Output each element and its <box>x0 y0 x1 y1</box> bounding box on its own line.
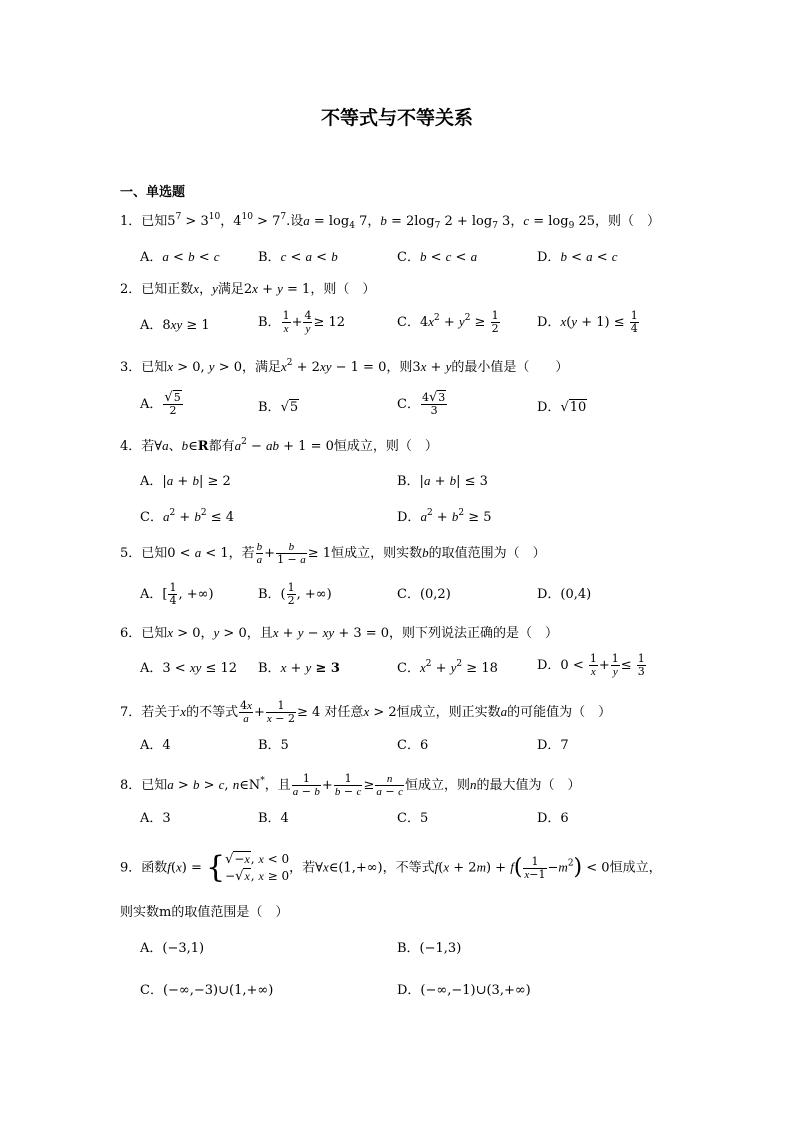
q8-option-d[interactable]: D．6 <box>537 811 569 826</box>
q1-option-a[interactable]: A．a < b < c <box>140 249 220 265</box>
q4-option-b[interactable]: B．|a + b| ≤ 3 <box>397 473 488 489</box>
q3-option-a[interactable]: A． $\frac{√5}{2}$ <box>140 390 181 417</box>
q8-option-c[interactable]: C．5 <box>397 811 429 826</box>
question-3: 3．已知x > 0, y > 0，满足$x^2 + 2xy - 1 = 0$，则3x + y的最小值是（ ） <box>120 358 569 375</box>
question-8: 8．已知a > b > c, n∈N*，且 $\frac{1}{a - b}$ + $\frac{1}{b - c}$ ≥ $\frac{n}{a - c}$ 恒成立，则n的最大值为（ ） <box>120 772 581 798</box>
q6-option-d[interactable]: D．0 < $\frac{1}{x}$ + $\frac{1}{y}$ ≤ $\frac{1}{3}$ <box>537 652 645 678</box>
q5-option-b[interactable]: B．( $\frac{1}{2}$ , +∞) <box>258 581 332 607</box>
q2-option-b[interactable]: B． $\frac{1}{x}$ + $\frac{4}{y}$ ≥ 12 <box>258 309 346 335</box>
q8-option-b[interactable]: B．4 <box>258 811 289 826</box>
section-heading: 一、单选题 <box>120 185 186 200</box>
q1-option-d[interactable]: D．b < a < c <box>537 249 618 265</box>
q8-option-a[interactable]: A．3 <box>140 811 171 826</box>
q7-option-d[interactable]: D．7 <box>537 738 569 753</box>
question-7: 7．若关于x的不等式 $\frac{4x}{a}$ + $\frac{1}{x - 2}$ ≥ 4 对任意x > 2恒成立，则正实数a的可能值为（ ） <box>120 699 612 725</box>
question-2: 2．已知正数x，y满足2x + y = 1，则（ ） <box>120 281 376 297</box>
q9-option-a[interactable]: A．(−3,1) <box>140 941 205 956</box>
question-1: 1．已知$5^7 > 3^{10}$，$4^{10} > 7^7$.设$a = \log_4 7$，$b = 2\log_7$ $2 + \log_7 3$，$c = \log_9 25$，则（ ） <box>120 212 660 231</box>
q1-option-b[interactable]: B．c < a < b <box>258 249 338 265</box>
question-4: 4．若∀a、b∈R都有$a^2$ − ab + 1 = 0恒成立，则（ ） <box>120 437 438 454</box>
q4-option-a[interactable]: A．|a + b| ≥ 2 <box>140 473 231 489</box>
question-6: 6．已知x > 0，y > 0，且x + y − xy + 3 = 0，则下列说法正确的是（ ） <box>120 625 559 641</box>
question-9-continued: 则实数m的取值范围是（ ） <box>120 905 289 920</box>
q5-option-c[interactable]: C．(0,2) <box>397 587 451 602</box>
q4-option-d[interactable]: D．$a^2 + b^2 \ge 5$ <box>397 508 492 525</box>
q5-option-a[interactable]: A．[ $\frac{1}{4}$ , +∞) <box>140 581 214 607</box>
q6-option-b[interactable]: B．x + y ≥ 3 <box>258 660 340 676</box>
q1-option-c[interactable]: C．b < c < a <box>397 249 478 265</box>
q5-option-d[interactable]: D．(0,4) <box>537 587 592 602</box>
question-9: 9．函数f(x) = {√−x, x < 0 −√x, x ≥ 0，若∀x∈(1,+∞)，不等式f(x + 2m) + f( $\frac{1}{x-1}$ $-m^2) < 0$恒成立， <box>120 850 662 885</box>
question-5: 5．已知0 < a < 1，若 $\frac{b}{a}$ + $\frac{b}{1 - a}$ ≥ 1恒成立，则实数b的取值范围为（ ） <box>120 541 546 566</box>
page-title: 不等式与不等关系 <box>320 107 473 129</box>
q6-option-a[interactable]: A．3 < xy ≤ 12 <box>140 660 238 676</box>
q2-option-a[interactable]: A．8xy ≥ 1 <box>140 317 210 333</box>
q7-option-c[interactable]: C．6 <box>397 738 429 753</box>
q3-option-b[interactable]: B．√5 <box>258 400 299 415</box>
q9-option-d[interactable]: D．(−∞,−1)∪(3,+∞) <box>397 983 531 998</box>
q9-option-b[interactable]: B．(−1,3) <box>397 941 462 956</box>
q7-option-a[interactable]: A．4 <box>140 738 171 753</box>
q2-option-d[interactable]: D．x(y + 1) ≤ $\frac{1}{4}$ <box>537 309 638 335</box>
q9-option-c[interactable]: C．(−∞,−3)∪(1,+∞) <box>140 983 274 998</box>
q3-option-c[interactable]: C． $\frac{4√3}{3}$ <box>397 390 446 417</box>
q7-option-b[interactable]: B．5 <box>258 738 289 753</box>
q2-option-c[interactable]: C．$4x^2 + y^2$ ≥ $\frac{1}{2}$ <box>397 309 499 335</box>
q3-option-d[interactable]: D．√10 <box>537 400 587 415</box>
q4-option-c[interactable]: C．$a^2 + b^2 \le 4$ <box>140 508 235 525</box>
q6-option-c[interactable]: C．$x^2 + y^2 \ge 18$ <box>397 659 498 676</box>
